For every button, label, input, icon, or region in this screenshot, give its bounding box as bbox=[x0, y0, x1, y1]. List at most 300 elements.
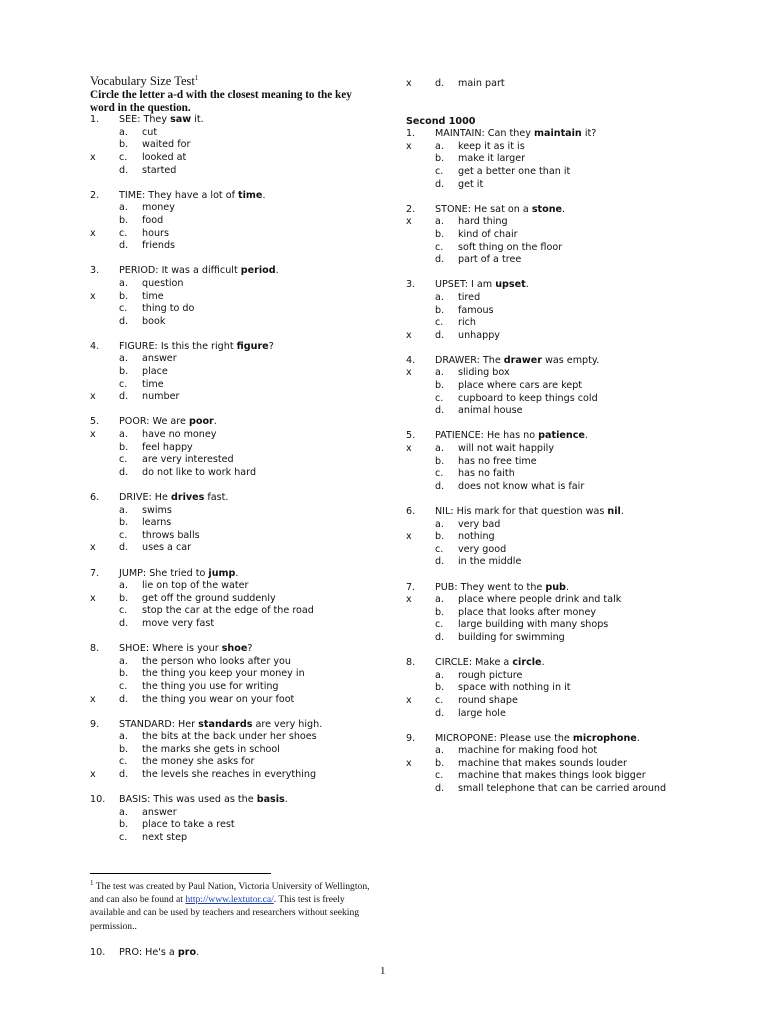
option-text: large hole bbox=[458, 707, 506, 719]
answer-option[interactable] bbox=[406, 556, 706, 569]
question-suffix: . bbox=[284, 794, 288, 806]
answer-option[interactable] bbox=[90, 832, 390, 845]
question-number: 9. bbox=[90, 718, 100, 730]
question-stem bbox=[406, 128, 706, 141]
option-text: move very fast bbox=[142, 617, 215, 629]
answer-option[interactable] bbox=[406, 695, 706, 708]
option-letter: c. bbox=[435, 770, 444, 782]
option-letter: c. bbox=[119, 680, 128, 692]
question-suffix: was empty. bbox=[541, 354, 600, 366]
question-stem bbox=[406, 733, 706, 746]
correct-mark: x bbox=[90, 693, 96, 705]
option-letter: c. bbox=[119, 756, 128, 768]
answer-option[interactable] bbox=[90, 202, 390, 215]
option-letter: d. bbox=[119, 769, 129, 781]
question-keyword: basis bbox=[256, 794, 285, 806]
question-keyword: saw bbox=[170, 114, 192, 126]
answer-option[interactable] bbox=[406, 216, 706, 229]
question-number: 7. bbox=[406, 581, 416, 593]
correct-mark: x bbox=[406, 694, 412, 706]
answer-option[interactable] bbox=[90, 139, 390, 152]
option-text: round shape bbox=[458, 694, 518, 706]
option-text: building for swimming bbox=[458, 631, 565, 643]
question-suffix: . bbox=[584, 430, 588, 442]
answer-option[interactable] bbox=[406, 481, 706, 494]
option-text: the marks she gets in school bbox=[142, 743, 280, 755]
option-text: number bbox=[142, 391, 180, 403]
question-prefix: PERIOD: It was a difficult bbox=[119, 265, 241, 277]
answer-option[interactable] bbox=[406, 607, 706, 620]
question-keyword: figure bbox=[236, 340, 269, 352]
option-letter: b. bbox=[119, 214, 129, 226]
question-keyword: shoe bbox=[221, 643, 248, 655]
option-text: tired bbox=[458, 291, 481, 303]
correct-mark: x bbox=[406, 531, 412, 543]
option-letter: a. bbox=[119, 655, 128, 667]
answer-option[interactable] bbox=[90, 467, 390, 480]
answer-option[interactable] bbox=[90, 165, 390, 178]
option-letter: c. bbox=[119, 378, 128, 390]
answer-option[interactable] bbox=[90, 819, 390, 832]
option-letter: c. bbox=[435, 543, 444, 555]
question-prefix: MAINTAIN: Can they bbox=[435, 128, 534, 140]
question-number: 5. bbox=[406, 430, 416, 442]
question-prefix: DRIVE: He bbox=[119, 492, 171, 503]
option-text: part of a tree bbox=[458, 254, 522, 266]
answer-option[interactable] bbox=[90, 517, 390, 530]
question-stem bbox=[90, 568, 390, 581]
test-title-text: Vocabulary Size Test bbox=[90, 74, 195, 88]
option-text: rich bbox=[458, 317, 476, 329]
option-text: has no free time bbox=[458, 455, 537, 467]
question-stem bbox=[406, 355, 706, 368]
answer-option[interactable] bbox=[90, 291, 390, 304]
question-prefix: PATIENCE: He has no bbox=[435, 430, 539, 442]
answer-option[interactable] bbox=[90, 442, 390, 455]
option-text: waited for bbox=[142, 139, 191, 151]
answer-option[interactable] bbox=[90, 215, 390, 228]
option-letter: a. bbox=[119, 806, 128, 818]
answer-option[interactable] bbox=[90, 744, 390, 757]
question-item bbox=[90, 190, 390, 253]
option-letter: a. bbox=[119, 353, 128, 365]
option-text: thing to do bbox=[142, 303, 195, 315]
option-letter: b. bbox=[119, 819, 129, 831]
question-prefix: STONE: He sat on a bbox=[435, 203, 532, 215]
answer-option[interactable] bbox=[406, 179, 706, 192]
question-stem bbox=[90, 265, 390, 278]
option-text: keep it as it is bbox=[458, 140, 525, 152]
answer-option[interactable] bbox=[406, 254, 706, 267]
option-letter: a. bbox=[119, 731, 128, 743]
option-text: large building with many shops bbox=[458, 619, 609, 631]
answer-option[interactable] bbox=[90, 694, 390, 707]
option-letter: c. bbox=[435, 619, 444, 631]
answer-option[interactable] bbox=[406, 456, 706, 469]
question-prefix: PRO: He's a bbox=[119, 947, 178, 958]
answer-option[interactable] bbox=[406, 619, 706, 632]
question-stem bbox=[90, 794, 390, 807]
question-number: 8. bbox=[90, 643, 100, 655]
option-text: make it larger bbox=[458, 153, 526, 165]
question-stem bbox=[406, 204, 706, 217]
option-letter: a. bbox=[435, 216, 444, 228]
question-suffix: . bbox=[275, 265, 279, 277]
option-text: the person who looks after you bbox=[142, 655, 291, 667]
question-item bbox=[90, 265, 390, 328]
question-number: 6. bbox=[90, 492, 100, 503]
option-letter: d. bbox=[435, 783, 445, 795]
option-text: get it bbox=[458, 178, 484, 190]
correct-mark: x bbox=[90, 290, 96, 302]
answer-option[interactable] bbox=[90, 530, 390, 543]
answer-option[interactable] bbox=[406, 380, 706, 393]
option-text: learns bbox=[142, 517, 172, 529]
answer-option[interactable] bbox=[90, 580, 390, 593]
question-number: 9. bbox=[406, 732, 416, 744]
correct-mark: x bbox=[406, 367, 412, 379]
answer-option[interactable] bbox=[406, 783, 706, 796]
question-keyword: upset bbox=[495, 279, 526, 291]
option-letter: a. bbox=[119, 277, 128, 289]
question-prefix: JUMP: She tried to bbox=[119, 567, 209, 579]
question-prefix: CIRCLE: Make a bbox=[435, 657, 513, 669]
option-text: place that looks after money bbox=[458, 606, 597, 618]
answer-option[interactable] bbox=[90, 366, 390, 379]
option-letter: b. bbox=[435, 757, 445, 769]
correct-mark: x bbox=[90, 151, 96, 163]
answer-option[interactable] bbox=[406, 594, 706, 607]
option-text: the money she asks for bbox=[142, 756, 255, 768]
option-letter: d. bbox=[119, 542, 129, 554]
question-keyword: microphone bbox=[572, 732, 637, 744]
answer-option[interactable] bbox=[406, 242, 706, 255]
question-prefix: FIGURE: Is this the right bbox=[119, 340, 237, 352]
question-suffix: . bbox=[525, 279, 529, 291]
question-item bbox=[406, 657, 706, 720]
answer-option[interactable] bbox=[90, 681, 390, 694]
option-text: next step bbox=[142, 832, 188, 844]
option-text: uses a car bbox=[142, 542, 192, 554]
question-keyword: jump bbox=[208, 567, 236, 579]
option-text: time bbox=[142, 290, 164, 302]
footer-question bbox=[90, 947, 409, 960]
answer-option[interactable] bbox=[90, 228, 390, 241]
option-text: answer bbox=[142, 806, 177, 818]
option-letter: c. bbox=[119, 454, 128, 466]
option-text: the thing you wear on your foot bbox=[142, 693, 295, 705]
option-letter: d. bbox=[435, 707, 445, 719]
question-item bbox=[406, 430, 706, 493]
option-text: machine that makes sounds louder bbox=[458, 757, 627, 769]
answer-option[interactable] bbox=[406, 544, 706, 557]
answer-option[interactable] bbox=[406, 330, 706, 343]
answer-option[interactable] bbox=[406, 531, 706, 544]
option-letter: b. bbox=[435, 153, 445, 165]
question-number: 4. bbox=[90, 340, 100, 352]
correct-mark: x bbox=[406, 443, 412, 455]
option-text: machine for making food hot bbox=[458, 745, 598, 757]
option-text: hard thing bbox=[458, 216, 508, 228]
option-letter: a. bbox=[435, 669, 444, 681]
correct-mark: x bbox=[90, 592, 96, 604]
option-text: get a better one than it bbox=[458, 165, 571, 177]
correct-mark: x bbox=[406, 757, 412, 769]
answer-option[interactable] bbox=[90, 605, 390, 618]
option-text: cut bbox=[142, 126, 158, 138]
option-letter: a. bbox=[435, 594, 444, 606]
option-letter: b. bbox=[435, 304, 445, 316]
answer-option[interactable] bbox=[406, 682, 706, 695]
option-letter: c. bbox=[119, 605, 128, 617]
answer-option[interactable] bbox=[90, 668, 390, 681]
question-item bbox=[406, 204, 706, 267]
correct-mark: x bbox=[406, 329, 412, 341]
question-suffix: . bbox=[213, 416, 217, 428]
option-text: hours bbox=[142, 227, 169, 239]
option-letter: b. bbox=[435, 455, 445, 467]
question-item bbox=[90, 643, 390, 706]
answer-option[interactable] bbox=[406, 770, 706, 783]
option-letter: b. bbox=[435, 380, 445, 392]
option-text: are very interested bbox=[142, 454, 234, 466]
option-letter: b. bbox=[119, 592, 129, 604]
option-letter: d. bbox=[119, 315, 129, 327]
option-letter: c. bbox=[435, 317, 444, 329]
option-text: time bbox=[142, 378, 164, 390]
correct-mark: x bbox=[90, 769, 96, 781]
question-keyword: stone bbox=[531, 203, 563, 215]
question-keyword: time bbox=[238, 189, 263, 201]
question-suffix: ? bbox=[247, 643, 253, 655]
question-item bbox=[406, 582, 706, 645]
question-item bbox=[406, 128, 706, 191]
option-letter: d. bbox=[435, 556, 445, 568]
answer-option[interactable] bbox=[90, 454, 390, 467]
question-prefix: UPSET: I am bbox=[435, 279, 496, 291]
option-text: stop the car at the edge of the road bbox=[142, 605, 314, 617]
option-text: the thing you use for writing bbox=[142, 680, 279, 692]
question-keyword: patience bbox=[538, 430, 585, 442]
question-number: 1. bbox=[90, 114, 100, 126]
answer-option[interactable] bbox=[90, 593, 390, 606]
option-letter: a. bbox=[119, 202, 128, 214]
option-letter: b. bbox=[435, 606, 445, 618]
answer-option[interactable] bbox=[90, 278, 390, 291]
answer-option[interactable] bbox=[90, 152, 390, 165]
continued-option bbox=[406, 78, 706, 91]
question-stem bbox=[90, 492, 390, 505]
option-text: swims bbox=[142, 504, 172, 516]
question-stem bbox=[90, 190, 390, 203]
option-letter: c. bbox=[119, 227, 128, 239]
question-number: 10. bbox=[90, 947, 106, 958]
answer-option[interactable] bbox=[406, 367, 706, 380]
question-stem bbox=[90, 416, 390, 429]
correct-mark: x bbox=[406, 594, 412, 606]
answer-option[interactable] bbox=[90, 127, 390, 140]
answer-option[interactable] bbox=[406, 405, 706, 418]
answer-option[interactable] bbox=[90, 316, 390, 329]
option-letter: a. bbox=[435, 367, 444, 379]
question-suffix: ? bbox=[268, 340, 274, 352]
option-text: machine that makes things look bigger bbox=[458, 770, 646, 782]
answer-option[interactable] bbox=[406, 317, 706, 330]
option-letter: c. bbox=[435, 694, 444, 706]
answer-option[interactable] bbox=[90, 391, 390, 404]
question-prefix: SEE: They bbox=[119, 114, 171, 126]
option-text: animal house bbox=[458, 405, 523, 417]
answer-option[interactable] bbox=[406, 393, 706, 406]
question-item bbox=[90, 719, 390, 782]
question-stem bbox=[406, 506, 706, 519]
option-text: have no money bbox=[142, 429, 217, 441]
question-prefix: PUB: They went to the bbox=[435, 581, 546, 593]
option-letter: a. bbox=[119, 504, 128, 516]
option-letter: a. bbox=[435, 140, 444, 152]
correct-mark: x bbox=[406, 78, 412, 89]
question-prefix: STANDARD: Her bbox=[119, 718, 199, 730]
option-letter: a. bbox=[119, 580, 128, 592]
question-suffix: . bbox=[196, 947, 200, 958]
answer-option[interactable] bbox=[90, 731, 390, 744]
option-text: money bbox=[142, 202, 175, 214]
question-keyword: circle bbox=[512, 657, 542, 669]
answer-option[interactable] bbox=[90, 505, 390, 518]
option-letter: c. bbox=[435, 241, 444, 253]
option-letter: b. bbox=[435, 228, 445, 240]
question-suffix: fast. bbox=[204, 492, 229, 503]
lextutor-link[interactable]: http://www.lextutor.ca/ bbox=[185, 894, 274, 906]
question-suffix: . bbox=[541, 657, 545, 669]
answer-option[interactable] bbox=[406, 745, 706, 758]
option-text: the levels she reaches in everything bbox=[142, 769, 317, 781]
option-letter: c. bbox=[435, 165, 444, 177]
answer-option[interactable] bbox=[406, 305, 706, 318]
option-text: question bbox=[142, 277, 184, 289]
answer-option[interactable] bbox=[406, 468, 706, 481]
footnote-text-end: . This test is freely available and can be used by teachers and researchers without seeking permission.. bbox=[90, 894, 360, 932]
answer-option[interactable] bbox=[90, 429, 390, 442]
option-letter: d. bbox=[119, 240, 129, 252]
option-letter: b. bbox=[119, 441, 129, 453]
option-text: in the middle bbox=[458, 556, 522, 568]
title-footnote-marker: 1 bbox=[194, 73, 199, 82]
question-prefix: DRAWER: The bbox=[435, 354, 504, 366]
question-suffix: are very high. bbox=[252, 718, 323, 730]
question-stem bbox=[90, 643, 390, 656]
answer-option[interactable] bbox=[406, 292, 706, 305]
question-stem bbox=[90, 114, 390, 127]
question-item bbox=[90, 341, 390, 404]
question-suffix: . bbox=[620, 506, 624, 517]
answer-option[interactable] bbox=[406, 519, 706, 532]
question-number: 3. bbox=[406, 279, 416, 291]
option-letter: b. bbox=[119, 668, 129, 680]
answer-option[interactable] bbox=[406, 670, 706, 683]
option-letter: a. bbox=[435, 291, 444, 303]
answer-option[interactable] bbox=[90, 353, 390, 366]
answer-option[interactable] bbox=[90, 379, 390, 392]
answer-option[interactable] bbox=[406, 166, 706, 179]
option-text: food bbox=[142, 214, 164, 226]
question-number: 7. bbox=[90, 567, 100, 579]
answer-option[interactable] bbox=[90, 303, 390, 316]
question-item bbox=[90, 114, 390, 177]
option-letter: d. bbox=[435, 78, 445, 89]
answer-option[interactable] bbox=[90, 769, 390, 782]
question-item bbox=[406, 506, 706, 569]
option-text: main part bbox=[458, 78, 505, 89]
option-text: feel happy bbox=[142, 441, 193, 453]
answer-option[interactable] bbox=[90, 240, 390, 253]
option-letter: d. bbox=[435, 405, 445, 417]
option-text: place where people drink and talk bbox=[458, 594, 622, 606]
answer-option[interactable] bbox=[406, 708, 706, 721]
answer-option[interactable] bbox=[90, 542, 390, 555]
option-text: friends bbox=[142, 240, 176, 252]
option-text: does not know what is fair bbox=[458, 480, 585, 492]
answer-option[interactable] bbox=[406, 443, 706, 456]
option-text: space with nothing in it bbox=[458, 682, 571, 694]
option-letter: b. bbox=[435, 531, 445, 543]
option-letter: b. bbox=[119, 517, 129, 529]
answer-option[interactable] bbox=[406, 141, 706, 154]
answer-option[interactable] bbox=[406, 758, 706, 771]
answer-option[interactable] bbox=[90, 807, 390, 820]
option-letter: d. bbox=[435, 254, 445, 266]
answer-option[interactable] bbox=[406, 153, 706, 166]
answer-option[interactable] bbox=[90, 656, 390, 669]
option-letter: c. bbox=[435, 392, 444, 404]
question-item bbox=[406, 355, 706, 418]
answer-option[interactable] bbox=[406, 229, 706, 242]
question-keyword: drawer bbox=[503, 354, 542, 366]
question-item bbox=[90, 568, 390, 631]
option-letter: b. bbox=[435, 682, 445, 694]
question-keyword: nil bbox=[607, 506, 621, 517]
page-number: 1 bbox=[380, 965, 386, 977]
option-text: throws balls bbox=[142, 529, 200, 541]
option-text: started bbox=[142, 164, 177, 176]
correct-mark: x bbox=[90, 542, 96, 554]
option-text: lie on top of the water bbox=[142, 580, 249, 592]
answer-option[interactable] bbox=[406, 632, 706, 645]
option-letter: b. bbox=[119, 743, 129, 755]
test-title bbox=[90, 74, 390, 88]
correct-mark: x bbox=[90, 429, 96, 441]
section-title: Second 1000 bbox=[406, 115, 476, 127]
question-keyword: maintain bbox=[534, 128, 582, 140]
question-prefix: MICROPONE: Please use the bbox=[435, 732, 573, 744]
option-letter: d. bbox=[119, 617, 129, 629]
option-text: small telephone that can be carried around bbox=[458, 783, 667, 795]
option-letter: d. bbox=[119, 466, 129, 478]
option-text: famous bbox=[458, 304, 494, 316]
option-text: very good bbox=[458, 543, 507, 555]
option-text: place to take a rest bbox=[142, 819, 235, 831]
correct-mark: x bbox=[406, 216, 412, 228]
option-letter: c. bbox=[119, 832, 128, 844]
option-letter: a. bbox=[435, 443, 444, 455]
footnote-text: The test was created by Paul Nation, Victoria University of Wellington, and can also be found at bbox=[90, 881, 370, 906]
answer-option[interactable] bbox=[90, 618, 390, 631]
option-letter: c. bbox=[119, 529, 128, 541]
answer-option[interactable] bbox=[90, 756, 390, 769]
question-stem bbox=[406, 657, 706, 670]
option-text: the bits at the back under her shoes bbox=[142, 731, 317, 743]
question-stem bbox=[406, 582, 706, 595]
